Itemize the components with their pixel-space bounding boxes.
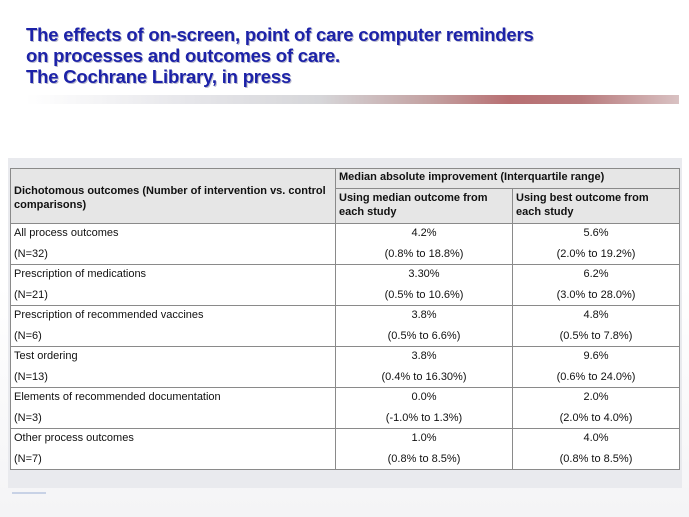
outcome-cell <box>11 429 336 470</box>
best-value: 6.2% <box>583 268 609 280</box>
outcome-cell <box>11 347 336 388</box>
median-iqr: (0.5% to 6.6%) <box>387 330 461 342</box>
median-value: 3.30% <box>408 268 440 280</box>
outcome-n: (N=6) <box>14 330 42 342</box>
header-row-1 <box>11 169 680 189</box>
slide-title <box>26 24 534 87</box>
best-value: 4.8% <box>583 309 609 321</box>
table-row <box>11 306 680 347</box>
outcome-n: (N=21) <box>14 289 48 301</box>
best-cell <box>513 347 680 388</box>
best-cell <box>513 265 680 306</box>
outcome-label: Prescription of medications <box>14 268 147 280</box>
median-iqr: (0.8% to 18.8%) <box>384 248 464 260</box>
median-value: 3.8% <box>411 309 437 321</box>
table-row <box>11 388 680 429</box>
best-cell <box>513 224 680 265</box>
header-outcomes: Dichotomous outcomes (Number of intervention vs. control comparisons) <box>11 169 336 224</box>
best-iqr: (0.6% to 24.0%) <box>556 371 636 383</box>
table-row <box>11 429 680 470</box>
median-cell <box>336 429 513 470</box>
best-cell <box>513 429 680 470</box>
median-value: 3.8% <box>411 350 437 362</box>
title-line-1: The effects of on-screen, point of care computer reminders <box>26 24 534 45</box>
outcome-label: Other process outcomes <box>14 432 134 444</box>
outcome-cell <box>11 224 336 265</box>
table-row <box>11 224 680 265</box>
header-group: Median absolute improvement (Interquartile range) <box>336 169 680 189</box>
best-iqr: (3.0% to 28.0%) <box>556 289 636 301</box>
footer-mark <box>12 492 46 494</box>
median-cell <box>336 306 513 347</box>
outcome-label: All process outcomes <box>14 227 119 239</box>
median-cell <box>336 388 513 429</box>
median-cell <box>336 224 513 265</box>
median-iqr: (-1.0% to 1.3%) <box>385 412 463 424</box>
table-row <box>11 265 680 306</box>
outcome-cell <box>11 388 336 429</box>
title-line-3: The Cochrane Library, in press <box>26 66 292 87</box>
best-cell <box>513 306 680 347</box>
median-value: 4.2% <box>411 227 437 239</box>
outcome-n: (N=7) <box>14 453 42 465</box>
title-line-2: on processes and outcomes of care. <box>26 45 340 66</box>
outcome-n: (N=3) <box>14 412 42 424</box>
median-iqr: (0.8% to 8.5%) <box>387 453 461 465</box>
median-iqr: (0.5% to 10.6%) <box>384 289 464 301</box>
best-value: 9.6% <box>583 350 609 362</box>
median-value: 0.0% <box>411 391 437 403</box>
best-cell <box>513 388 680 429</box>
median-cell <box>336 347 513 388</box>
best-value: 5.6% <box>583 227 609 239</box>
median-iqr: (0.4% to 16.30%) <box>381 371 467 383</box>
best-iqr: (2.0% to 19.2%) <box>556 248 636 260</box>
outcome-n: (N=13) <box>14 371 48 383</box>
outcome-label: Prescription of recommended vaccines <box>14 309 204 321</box>
title-divider <box>26 95 679 104</box>
header-median-outcome: Using median outcome from each study <box>336 189 513 224</box>
table-row <box>11 347 680 388</box>
best-value: 4.0% <box>583 432 609 444</box>
best-iqr: (2.0% to 4.0%) <box>559 412 633 424</box>
outcome-cell <box>11 265 336 306</box>
outcome-cell <box>11 306 336 347</box>
outcome-label: Elements of recommended documentation <box>14 391 221 403</box>
best-value: 2.0% <box>583 391 609 403</box>
best-iqr: (0.5% to 7.8%) <box>559 330 633 342</box>
outcome-label: Test ordering <box>14 350 78 362</box>
median-value: 1.0% <box>411 432 437 444</box>
results-table <box>10 168 680 470</box>
median-cell <box>336 265 513 306</box>
outcome-n: (N=32) <box>14 248 48 260</box>
header-best-outcome: Using best outcome from each study <box>513 189 680 224</box>
best-iqr: (0.8% to 8.5%) <box>559 453 633 465</box>
